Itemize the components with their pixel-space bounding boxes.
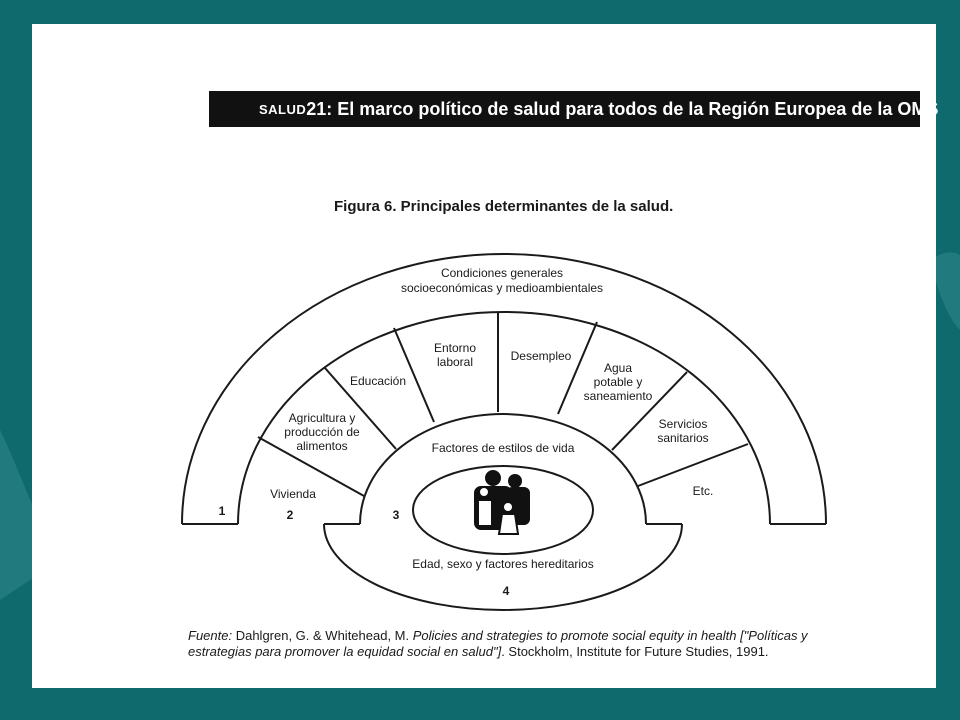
svg-text:Agua: Agua [603,361,633,375]
svg-text:sanitarios: sanitarios [657,431,709,445]
outer-band-line2: socioeconómicas y medioambientales [400,281,604,295]
core-label: Edad, sexo y factores hereditarios [412,557,594,571]
lifestyle-label: Factores de estilos de vida [431,441,575,455]
segment-educacion [350,374,406,388]
header-title-rest: 21: El marco político de salud para todos de la Región Europea de la OMS [306,98,939,119]
layer-number-2: 2 [286,508,294,522]
segment-desempleo [511,349,572,363]
svg-text:Vivienda: Vivienda [270,487,316,501]
segment-servicios [657,417,708,445]
layer-number-1: 1 [218,504,226,518]
source-title: Policies and strategies to promote social equity in health ["Políticas y estrategias para promover la equidad social en salud"] [188,628,808,659]
source-authors: Dahlgren, G. & Whitehead, M. [232,628,413,643]
outer-band-line1: Condiciones generales [440,266,564,280]
source-prefix: Fuente: [188,628,233,643]
segment-agricultura [284,411,360,453]
layer-number-3: 3 [392,508,400,522]
figure-caption: Figura 6. Principales determinantes de la salud. [334,198,674,215]
svg-text:producción de: producción de [284,425,360,439]
svg-text:Agricultura y: Agricultura y [288,411,356,425]
svg-text:potable y: potable y [593,375,643,389]
svg-text:laboral: laboral [436,355,474,369]
svg-text:saneamiento: saneamiento [583,389,653,403]
slide-page [32,24,939,688]
figure-source [188,628,828,660]
svg-text:Desempleo: Desempleo [510,349,572,363]
determinants-diagram [32,24,939,688]
layer-number-4: 4 [502,584,510,598]
family-icon [475,471,529,534]
header-title-smallcaps: SALUD [259,101,307,117]
segment-etc [693,484,714,498]
svg-text:alimentos: alimentos [296,439,348,453]
svg-text:Educación: Educación [349,374,407,388]
svg-text:Entorno: Entorno [433,341,477,355]
segment-vivienda [270,487,316,501]
svg-text:Etc.: Etc. [692,484,714,498]
segment-dividers [258,312,748,496]
source-rest: . Stockholm, Institute for Future Studies, 1991. [501,644,769,659]
segment-agua [584,361,653,403]
svg-text:Servicios: Servicios [658,417,708,431]
segment-entorno-laboral [434,341,476,369]
